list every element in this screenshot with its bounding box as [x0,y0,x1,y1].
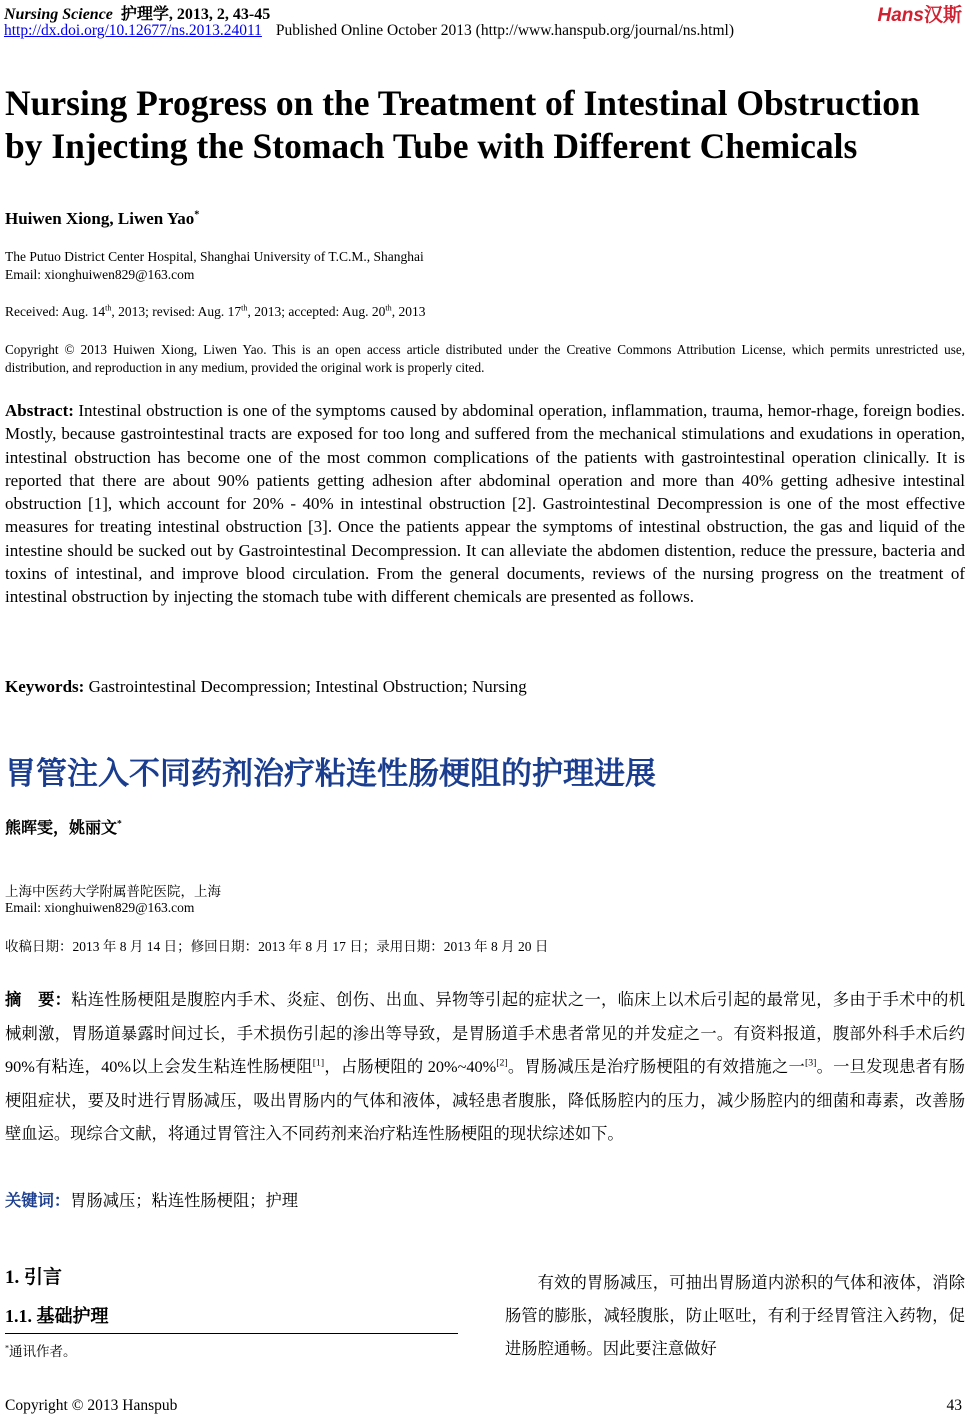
cn-author-names: 熊晖雯，姚丽文 [5,820,118,837]
published-online: Published Online October 2013 (http://www.hanspub.org/journal/ns.html) [275,22,734,39]
doi-link[interactable]: http://dx.doi.org/10.12677/ns.2013.24011 [4,22,262,39]
affiliation: The Putuo District Center Hospital, Shanghai University of T.C.M., Shanghai [5,249,424,264]
footer-copyright: Copyright © 2013 Hanspub [5,1397,178,1414]
keywords [5,677,527,697]
keywords-text: Gastrointestinal Decompression; Intestinal Obstruction; Nursing [88,677,527,696]
paper-title [5,82,920,168]
logo-cn: 汉斯 [923,5,962,26]
abstract-text: Intestinal obstruction is one of the symptoms caused by abdominal operation, inflammation, trauma, hemor-rhage, foreign bodies. Mostly, because gastrointestinal tracts are exposed for too long and suffered from the mechanical stimulations and exudations in operation, intestinal obstruction has become one of the most common complications of the patients with gastrointestinal operation clinically. It is reported that there are about 90% patients getting adhesion after abdominal operation and more than 40% getting adhesive intestinal obstruction [1], which account for 20% - 40% in intestinal obstruction [2]. Gastrointestinal Decompression is one of the most effective measures for treating intestinal obstruction [3]. Once the patients appear the symptoms of intestinal obstruction, the gas and liquid of the intestine should be sucked out by Gastrointestinal Decompression. It can alleviate the abdomen distention, reduce the pressure, bacteria and toxins of intestinal, and improve blood circulation. From the general documents, reviews of the nursing progress on the treatment of intestinal obstruction by injecting the stomach tube with different chemicals are presented as follows. [5,401,965,607]
page-number: 43 [946,1397,962,1414]
cn-title: 胃管注入不同药剂治疗粘连性肠梗阻的护理进展 [5,756,656,792]
cn-abstract-text: ，占肠梗阻的 20%~40% [324,1057,497,1076]
running-header [4,1,270,24]
section-heading-1: 1. 引言 [5,1267,63,1288]
logo-en: Hans [877,5,924,26]
cn-affiliation: 上海中医药大学附属普陀医院，上海 [5,884,221,899]
cn-keywords [5,1187,298,1211]
title-line-2: by Injecting the Stomach Tube with Different Chemicals [5,126,858,166]
revised: , 2013; revised: Aug. 17 [111,304,242,319]
email: Email: xionghuiwen829@163.com [5,267,195,282]
citation: [3] [805,1057,817,1069]
citation: [1] [312,1057,325,1069]
abstract-label: Abstract: [5,401,74,420]
sup: th [241,303,248,313]
author-names: Huiwen Xiong, Liwen Yao [5,209,195,228]
cn-abstract-text: 。一旦发现患者有肠梗阻症状，要及时进行胃肠减压，吸出胃肠内的气体和液体，减轻患者腹胀，降低肠腔内的压力，减少肠腔内的细菌和毒素，改善肠壁血运。现综合文献，将通过胃管注入不同药剂来治疗粘连性肠梗阻的现状综述如下。 [5,1057,965,1143]
section-heading-1-1: 1.1. 基础护理 [5,1306,109,1326]
footnote-text: 通讯作者。 [9,1344,77,1359]
cn-keywords-label: 关键词： [5,1191,71,1210]
journal-name: Nursing Science [4,6,113,23]
received: Received: Aug. 14 [5,304,106,319]
footnote [5,1340,77,1360]
hans-logo [878,0,962,27]
citation: [2] [496,1057,508,1069]
authors [5,209,199,229]
journal-issue: 护理学, 2013, 2, 43-45 [120,6,271,23]
right-column-text: 有效的胃肠减压，可抽出胃肠道内淤积的气体和液体，消除肠管的膨胀，减轻腹胀，防止呕吐，有利于经胃管注入药物，促进肠腔通畅。因此要注意做好 [505,1273,965,1358]
publication-info [4,22,734,40]
cn-abstract-text: 。胃肠减压是治疗肠梗阻的有效措施之一 [507,1057,805,1076]
corresponding-mark: * [117,818,122,830]
cn-abstract-label: 摘 要： [5,990,72,1009]
abstract [5,399,965,609]
cn-dates: 收稿日期：2013 年 8 月 14 日；修回日期：2013 年 8 月 17 日；录用日期：2013 年 8 月 20 日 [5,939,549,954]
cn-authors [5,815,122,838]
footnote-mark: * [5,1343,10,1353]
received-dates [5,304,425,320]
cn-email: Email: xionghuiwen829@163.com [5,900,195,915]
cn-abstract-text: 粘连性肠梗阻是腹腔内手术、炎症、创伤、出血、异物等引起的症状之一，临床上以术后引起的最常见，多由于手术中的机械刺激，胃肠道暴露时间过长，手术损伤引起的渗出等导致，是胃肠道手术患者常见的并发症之一。有资料报道，腹部外科手术后约 90%有粘连，40%以上会发生粘连性肠梗阻 [5,990,965,1076]
corresponding-mark: * [194,209,200,221]
keywords-label: Keywords: [5,677,85,696]
footnote-divider [5,1333,458,1334]
cn-keywords-text: 胃肠减压；粘连性肠梗阻；护理 [70,1191,299,1210]
sup: th [105,303,112,313]
year: , 2013 [391,304,426,319]
sup: th [385,303,392,313]
accepted: , 2013; accepted: Aug. 20 [247,304,386,319]
copyright-notice: Copyright © 2013 Huiwen Xiong, Liwen Yao. This is an open access article distributed under the Creative Commons Attribution License, which permits unrestricted use, distribution, and reproduction in any medium, provided the original work is properly cited. [5,342,965,375]
cn-abstract [5,983,965,1151]
title-line-1: Nursing Progress on the Treatment of Intestinal Obstruction [5,83,920,123]
